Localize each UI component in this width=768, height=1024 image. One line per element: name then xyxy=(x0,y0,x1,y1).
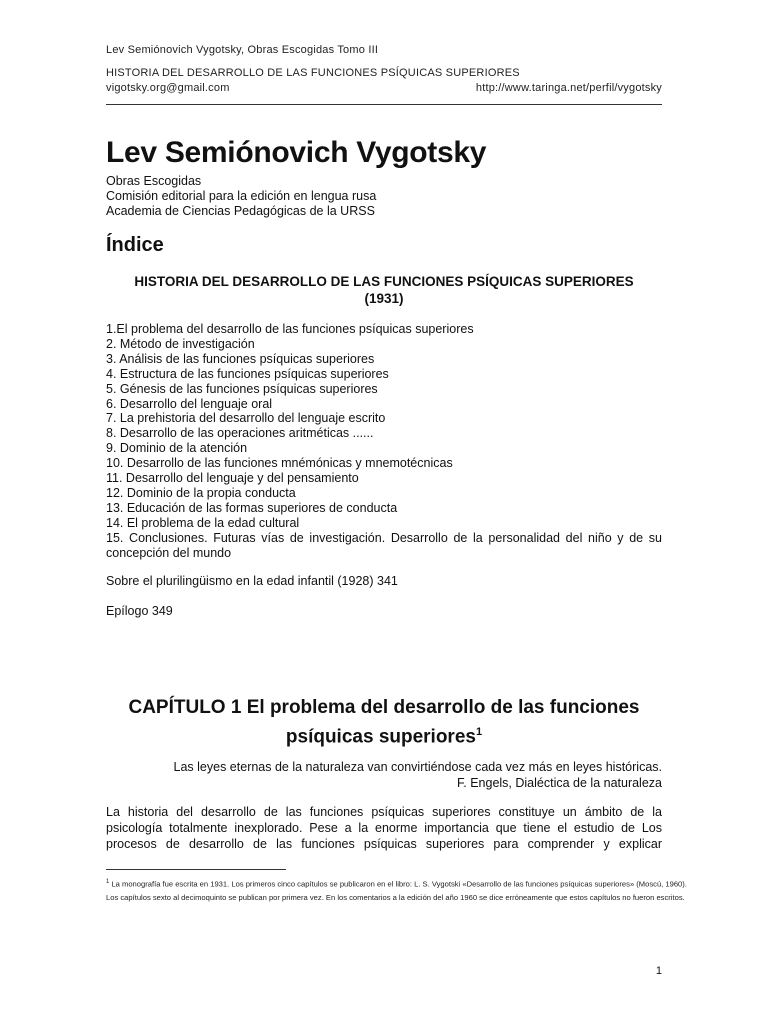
toc-item: 7. La prehistoria del desarrollo del lenguaje escrito xyxy=(106,411,386,426)
chapter-title-text: psíquicas superiores xyxy=(285,726,476,748)
chapter-footnote-mark[interactable]: 1 xyxy=(475,726,483,738)
extra-entry: Epílogo 349 xyxy=(106,604,173,618)
toc-item: 12. Dominio de la propia conducta xyxy=(106,485,296,500)
table-of-contents xyxy=(106,322,662,561)
toc-item: 1.El problema del desarrollo de las funciones psíquicas superiores xyxy=(106,322,474,336)
toc-item: 13. Educación de las formas superiores de conducta xyxy=(106,500,398,515)
header-url: http://www.taringa.net/perfil/vygotsky xyxy=(475,82,662,94)
paragraph-line: psicología totalmente inexplorado. Pese a la enorme importancia que tiene el estudio de Los xyxy=(106,821,662,835)
epigraph-quote: Las leyes eternas de la naturaleza van convirtiéndose cada vez más en leyes históricas. xyxy=(173,760,662,774)
meta-line: Comisión editorial para la edición en lengua rusa xyxy=(106,189,377,203)
toc-item: 9. Dominio de la atención xyxy=(106,441,248,456)
running-header-title: HISTORIA DEL DESARROLLO DE LAS FUNCIONES PSÍQUICAS SUPERIORES xyxy=(106,67,520,79)
toc-item: 2. Método de investigación xyxy=(106,336,255,351)
section-year: (1931) xyxy=(364,291,404,306)
footnote-line: Los capítulos sexto al decimoquinto se publican por primera vez. En los comentarios a la edición del año 1960 se dice erróneamente que estos capítulos no fueron escritos. xyxy=(106,892,685,902)
toc-item: 15. Conclusiones. Futuras vías de investigación. Desarrollo de la personalidad del niño y de su concepción del mundo xyxy=(106,530,662,560)
paragraph-line: La historia del desarrollo de las funciones psíquicas superiores constituye un ámbito de la xyxy=(106,805,662,819)
toc-item: 6. Desarrollo del lenguaje oral xyxy=(106,396,273,411)
header-email: vigotsky.org@gmail.com xyxy=(106,82,230,94)
toc-item: 4. Estructura de las funciones psíquicas superiores xyxy=(106,366,389,381)
chapter-title-line: CAPÍTULO 1 El problema del desarrollo de las funciones xyxy=(128,697,640,718)
toc-item: 3. Análisis de las funciones psíquicas superiores xyxy=(106,351,375,366)
toc-item: 14. El problema de la edad cultural xyxy=(106,515,300,530)
footnote-text: La monografía fue escrita en 1931. Los primeros cinco capítulos se publicaron en el libro: L. S. Vygotski «Desarrollo de las funciones psíquicas superiores» (Moscú, 1960). xyxy=(109,879,687,889)
page-number: 1 xyxy=(655,965,662,977)
author-title: Lev Semiónovich Vygotsky xyxy=(106,136,487,169)
footnote-line xyxy=(106,876,687,891)
extra-entry: Sobre el plurilingüismo en la edad infantil (1928) 341 xyxy=(106,574,398,588)
footnote-divider xyxy=(106,869,286,870)
meta-line: Academia de Ciencias Pedagógicas de la URSS xyxy=(106,204,375,218)
epigraph-source: F. Engels, Dialéctica de la naturaleza xyxy=(457,776,662,790)
footnote-mark: 1 xyxy=(106,879,110,885)
epigraph xyxy=(106,759,662,791)
section-title xyxy=(106,273,662,307)
toc-item: 8. Desarrollo de las operaciones aritméticas ...... xyxy=(106,426,374,441)
chapter-heading xyxy=(106,696,662,749)
book-meta xyxy=(106,174,376,219)
section-title-text: HISTORIA DEL DESARROLLO DE LAS FUNCIONES PSÍQUICAS SUPERIORES xyxy=(134,274,634,289)
index-heading: Índice xyxy=(106,234,164,256)
chapter-title-line xyxy=(106,720,662,749)
toc-item: 10. Desarrollo de las funciones mnémónicas y mnemotécnicas xyxy=(106,456,453,471)
paragraph-line: procesos de desarrollo de las funciones psíquicas superiores para comprender y explicar xyxy=(106,837,662,851)
meta-line: Obras Escogidas xyxy=(106,174,202,188)
body-paragraph xyxy=(106,804,662,852)
toc-item: 5. Génesis de las funciones psíquicas superiores xyxy=(106,381,378,396)
toc-item: 11. Desarrollo del lenguaje y del pensamiento xyxy=(106,471,359,486)
footnote xyxy=(106,876,687,904)
header-divider xyxy=(106,104,662,105)
running-header-author: Lev Semiónovich Vygotsky, Obras Escogidas Tomo III xyxy=(106,44,379,56)
